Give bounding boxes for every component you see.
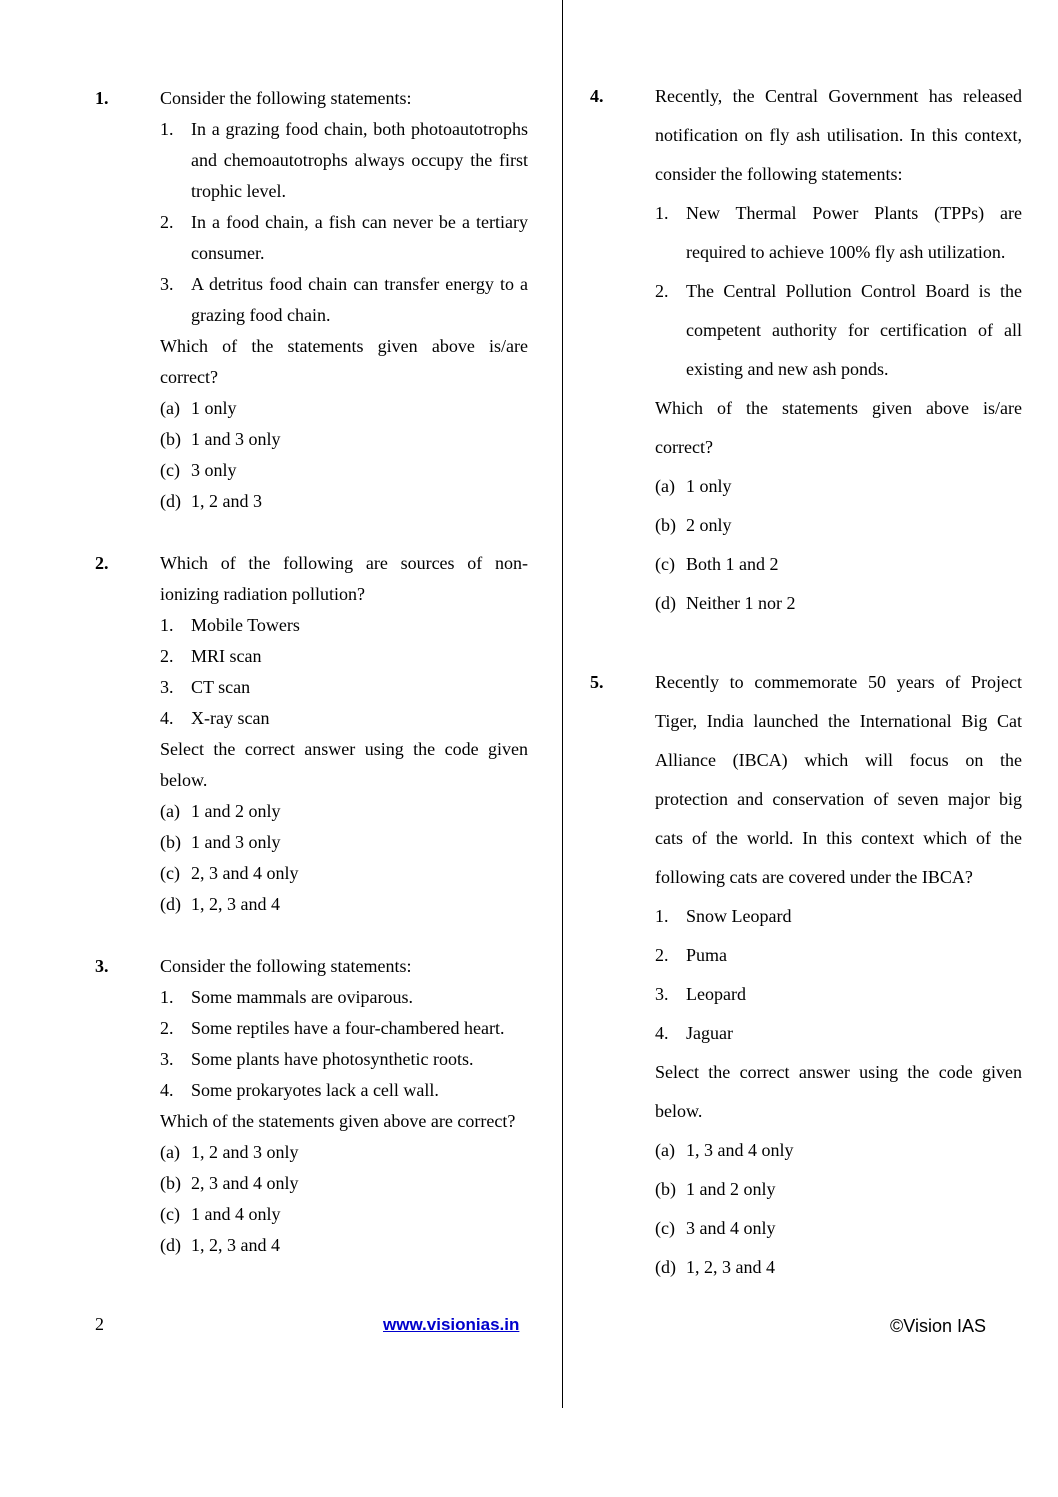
question-number: 1. (95, 88, 109, 108)
option-text: 1, 2 and 3 only (191, 1142, 299, 1162)
statement-text: Some prokaryotes lack a cell wall. (191, 1080, 439, 1100)
statement-number: 1. (160, 119, 174, 139)
option-letter: (b) (160, 1173, 181, 1193)
option-text: 1, 2, 3 and 4 (191, 1235, 280, 1255)
option-item (655, 467, 1022, 506)
statement-number: 2. (655, 945, 669, 965)
statement-item (655, 272, 1022, 389)
statement-item (655, 936, 1022, 975)
option-item (655, 506, 1022, 545)
option-letter: (b) (160, 429, 181, 449)
statement-number: 4. (655, 1023, 669, 1043)
column-divider-line (562, 0, 563, 1408)
statement-item (160, 207, 528, 269)
option-item (160, 1199, 528, 1230)
option-text: 2 only (686, 515, 732, 535)
statement-text: MRI scan (191, 646, 262, 666)
question-closing-text: Select the correct answer using the code given below. (160, 739, 528, 790)
option-letter: (c) (655, 1218, 675, 1238)
question-intro-text: Recently, the Central Government has released notification on fly ash utilisation. In this context, consider the following statements: (655, 86, 1022, 184)
option-letter: (c) (160, 863, 180, 883)
option-letter: (c) (160, 460, 180, 480)
option-item (160, 1230, 528, 1261)
statement-item (160, 703, 528, 734)
statement-text: New Thermal Power Plants (TPPs) are required to achieve 100% fly ash utilization. (686, 203, 1022, 262)
statement-number: 2. (160, 646, 174, 666)
right-column (590, 77, 1022, 1327)
question-body (655, 77, 1022, 623)
option-letter: (d) (160, 894, 181, 914)
statement-number: 3. (160, 677, 174, 697)
footer-page-number: 2 (95, 1314, 104, 1334)
option-letter: (b) (655, 1179, 676, 1199)
option-item (655, 584, 1022, 623)
statement-text: CT scan (191, 677, 251, 697)
option-letter: (a) (160, 1142, 180, 1162)
option-text: Both 1 and 2 (686, 554, 779, 574)
statement-item (160, 1013, 528, 1044)
statement-number: 4. (160, 708, 174, 728)
option-letter: (c) (655, 554, 675, 574)
statement-number: 1. (160, 615, 174, 635)
question-intro-text: Consider the following statements: (160, 956, 412, 976)
option-text: 1 only (191, 398, 237, 418)
question-closing-text: Which of the statements given above is/are correct? (160, 336, 528, 387)
question-number: 3. (95, 956, 109, 976)
question-body (160, 83, 528, 517)
option-text: 3 only (191, 460, 237, 480)
option-item (160, 424, 528, 455)
option-text: 2, 3 and 4 only (191, 863, 299, 883)
option-item (160, 486, 528, 517)
statement-item (655, 975, 1022, 1014)
option-item (160, 796, 528, 827)
question-intro-text: Which of the following are sources of non-ionizing radiation pollution? (160, 553, 528, 604)
question-number: 5. (590, 672, 604, 692)
statement-number: 3. (655, 984, 669, 1004)
option-item (160, 827, 528, 858)
question-body (160, 548, 528, 920)
question-body (655, 663, 1022, 1287)
statement-number: 1. (655, 203, 669, 223)
statement-text: In a grazing food chain, both photoautotrophs and chemoautotrophs always occupy the first trophic level. (191, 119, 528, 201)
footer-website-link[interactable]: www.visionias.in (383, 1315, 520, 1334)
option-text: 2, 3 and 4 only (191, 1173, 299, 1193)
statement-text: Snow Leopard (686, 906, 792, 926)
statement-text: X-ray scan (191, 708, 270, 728)
option-text: 1 and 4 only (191, 1204, 281, 1224)
statement-text: Leopard (686, 984, 746, 1004)
question-block (590, 77, 1022, 623)
statement-item (160, 114, 528, 207)
option-text: 3 and 4 only (686, 1218, 776, 1238)
option-text: 1 and 3 only (191, 832, 281, 852)
question-block (95, 951, 528, 1261)
option-item (655, 1248, 1022, 1287)
question-intro-text: Consider the following statements: (160, 88, 412, 108)
option-item (655, 1170, 1022, 1209)
footer-copyright: ©Vision IAS (890, 1316, 986, 1336)
option-item (160, 1137, 528, 1168)
option-letter: (d) (160, 1235, 181, 1255)
question-number: 4. (590, 86, 604, 106)
statement-item (655, 1014, 1022, 1053)
option-text: 1, 2, 3 and 4 (191, 894, 280, 914)
statement-text: Some plants have photosynthetic roots. (191, 1049, 474, 1069)
statement-number: 4. (160, 1080, 174, 1100)
option-text: 1, 3 and 4 only (686, 1140, 794, 1160)
statement-text: The Central Pollution Control Board is the competent authority for certification of all existing and new ash ponds. (686, 281, 1022, 379)
statement-item (655, 897, 1022, 936)
statement-text: Jaguar (686, 1023, 733, 1043)
option-item (160, 858, 528, 889)
left-column (95, 83, 528, 1292)
option-item (655, 1209, 1022, 1248)
question-closing-text: Which of the statements given above are correct? (160, 1111, 516, 1131)
statement-number: 2. (160, 1018, 174, 1038)
option-letter: (d) (655, 1257, 676, 1277)
option-letter: (c) (160, 1204, 180, 1224)
statement-text: Mobile Towers (191, 615, 300, 635)
statement-item (160, 1044, 528, 1075)
option-text: 1 and 2 only (191, 801, 281, 821)
option-text: Neither 1 nor 2 (686, 593, 796, 613)
statement-item (160, 641, 528, 672)
option-letter: (a) (160, 398, 180, 418)
question-block (95, 548, 528, 920)
question-block (590, 663, 1022, 1287)
option-text: 1 only (686, 476, 732, 496)
statement-item (160, 672, 528, 703)
statement-text: A detritus food chain can transfer energy to a grazing food chain. (191, 274, 528, 325)
option-text: 1 and 2 only (686, 1179, 776, 1199)
option-item (160, 455, 528, 486)
option-letter: (d) (655, 593, 676, 613)
option-letter: (b) (655, 515, 676, 535)
option-item (655, 1131, 1022, 1170)
option-letter: (a) (655, 476, 675, 496)
statement-text: Some reptiles have a four-chambered heart. (191, 1018, 505, 1038)
statement-text: Some mammals are oviparous. (191, 987, 413, 1007)
statement-text: In a food chain, a fish can never be a tertiary consumer. (191, 212, 528, 263)
option-item (655, 545, 1022, 584)
statement-number: 3. (160, 274, 174, 294)
question-closing-text: Which of the statements given above is/are correct? (655, 398, 1022, 457)
option-text: 1, 2 and 3 (191, 491, 262, 511)
option-letter: (a) (160, 801, 180, 821)
statement-item (160, 269, 528, 331)
option-letter: (d) (160, 491, 181, 511)
statement-number: 2. (160, 212, 174, 232)
statement-item (160, 982, 528, 1013)
question-number: 2. (95, 553, 109, 573)
question-closing-text: Select the correct answer using the code given below. (655, 1062, 1022, 1121)
question-body (160, 951, 528, 1261)
statement-number: 3. (160, 1049, 174, 1069)
option-text: 1 and 3 only (191, 429, 281, 449)
option-item (160, 889, 528, 920)
option-item (160, 393, 528, 424)
question-intro-text: Recently to commemorate 50 years of Project Tiger, India launched the International Big Cat Alliance (IBCA) which will focus on the protection and conservation of seven major big cats of the world. In this context which of the following cats are covered under the IBCA? (655, 672, 1022, 887)
statement-text: Puma (686, 945, 728, 965)
question-block (95, 83, 528, 517)
statement-number: 2. (655, 281, 669, 301)
statement-item (160, 1075, 528, 1106)
option-letter: (b) (160, 832, 181, 852)
option-text: 1, 2, 3 and 4 (686, 1257, 775, 1277)
statement-number: 1. (160, 987, 174, 1007)
statement-number: 1. (655, 906, 669, 926)
statement-item (655, 194, 1022, 272)
option-item (160, 1168, 528, 1199)
statement-item (160, 610, 528, 641)
option-letter: (a) (655, 1140, 675, 1160)
